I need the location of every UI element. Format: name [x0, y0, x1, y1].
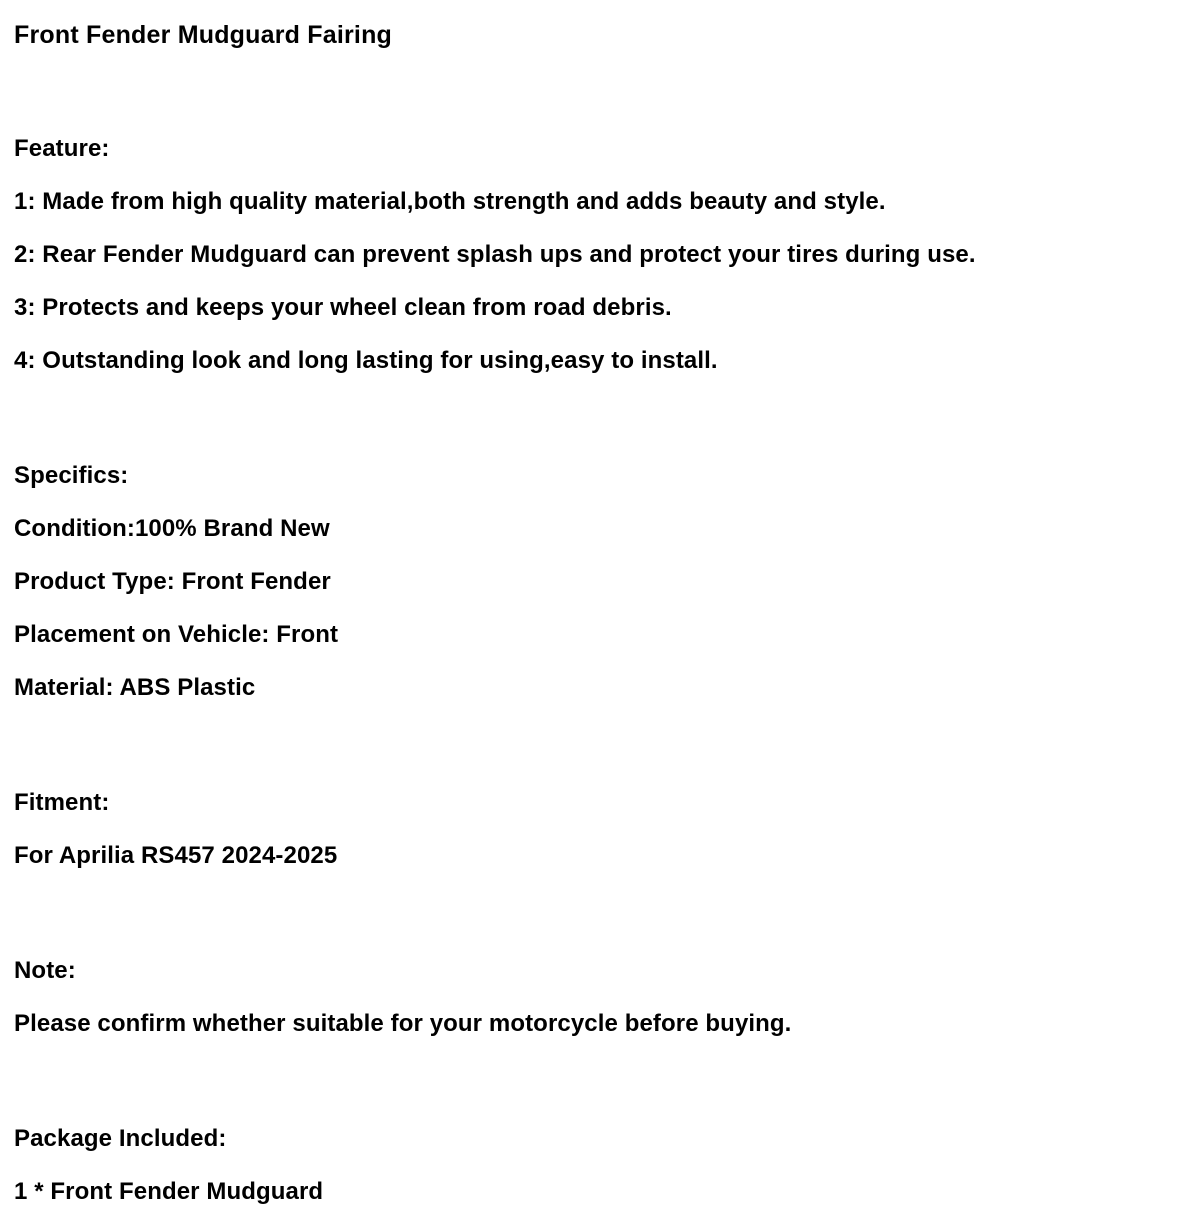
package-section [14, 1112, 1186, 1218]
fitment-heading: Fitment: [14, 789, 110, 816]
feature-item: 3: Protects and keeps your wheel clean from road debris. [14, 294, 672, 321]
specifics-heading: Specifics: [14, 462, 129, 489]
specifics-item: Product Type: Front Fender [14, 568, 331, 595]
page-title: Front Fender Mudguard Fairing [14, 21, 393, 49]
feature-section [14, 122, 1186, 387]
note-section [14, 944, 1186, 1050]
note-heading: Note: [14, 957, 76, 984]
specifics-section [14, 449, 1186, 714]
spacer-after-specifics [14, 714, 1186, 776]
specifics-item: Condition:100% Brand New [14, 515, 330, 542]
feature-item: 1: Made from high quality material,both strength and adds beauty and style. [14, 188, 886, 215]
package-heading: Package Included: [14, 1125, 227, 1152]
feature-item: 4: Outstanding look and long lasting for using,easy to install. [14, 347, 718, 374]
fitment-item: For Aprilia RS457 2024-2025 [14, 842, 338, 869]
spacer-after-fitment [14, 882, 1186, 944]
spacer-after-title [14, 52, 1186, 122]
fitment-section [14, 776, 1186, 882]
specifics-item: Placement on Vehicle: Front [14, 621, 339, 648]
spacer-after-note [14, 1050, 1186, 1112]
specifics-item: Material: ABS Plastic [14, 674, 256, 701]
feature-item: 2: Rear Fender Mudguard can prevent splash ups and protect your tires during use. [14, 241, 976, 268]
note-item: Please confirm whether suitable for your motorcycle before buying. [14, 1010, 792, 1037]
package-item: 1 * Front Fender Mudguard [14, 1178, 324, 1205]
feature-heading: Feature: [14, 135, 110, 162]
spacer-after-feature [14, 387, 1186, 449]
